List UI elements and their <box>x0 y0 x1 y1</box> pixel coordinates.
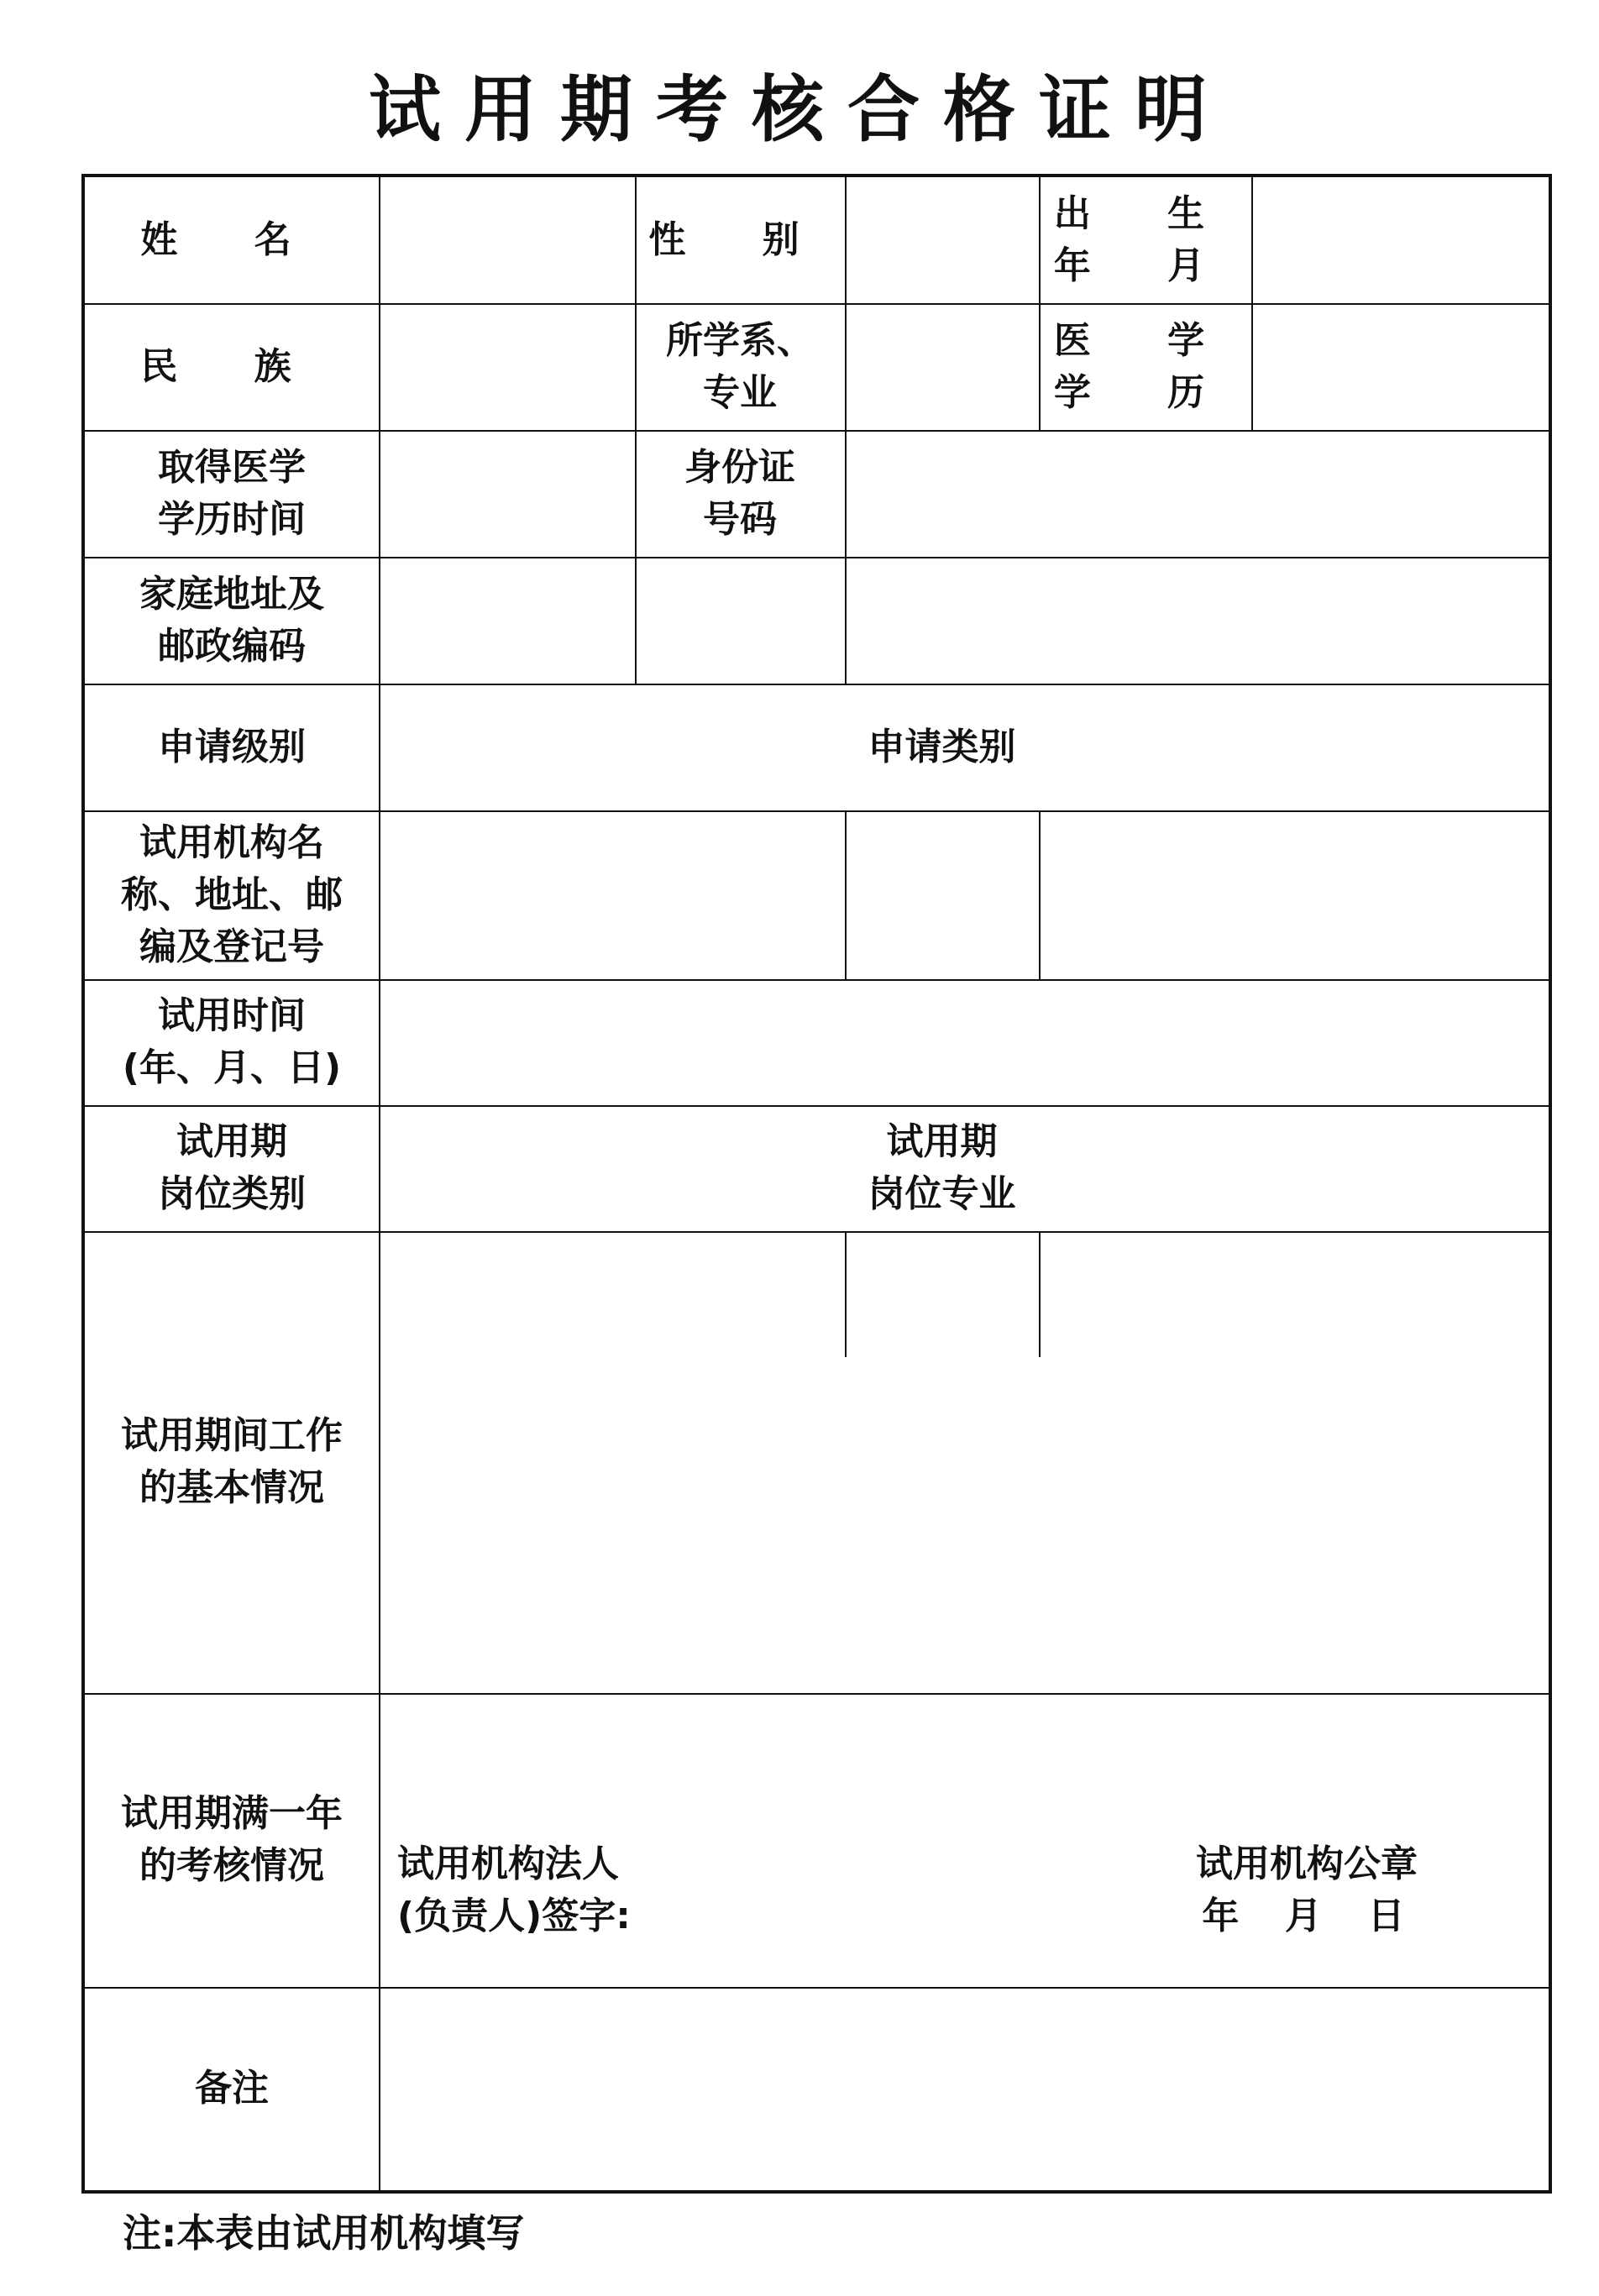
apply-category-label: 申请类别 <box>868 725 1016 768</box>
birth-label-cell <box>1039 177 1251 303</box>
gender-label: 性 别 <box>648 218 831 261</box>
apply-category-label-cell <box>845 684 1039 810</box>
id-number-label-cell <box>635 430 845 557</box>
ethnicity-label: 民 族 <box>140 344 323 388</box>
assessment-label: 试用期满一年 的考核情况 <box>121 1792 343 1887</box>
apply-level-label: 申请级别 <box>158 725 306 768</box>
certificate-form-table <box>81 174 1552 2194</box>
post-category-label-cell <box>85 1105 379 1231</box>
name-label-cell <box>85 177 379 303</box>
column-divider <box>379 177 380 2190</box>
name-label: 姓 名 <box>140 218 323 261</box>
column-divider <box>845 177 847 684</box>
medical-education-label: 医 学 学 历 <box>1053 318 1237 414</box>
column-divider <box>1251 177 1253 430</box>
column-divider <box>1039 810 1041 979</box>
remarks-label-cell <box>85 1987 379 2190</box>
ethnicity-label-cell <box>85 303 379 430</box>
institution-info-label-cell <box>85 810 379 979</box>
medical-education-label-cell <box>1039 303 1251 430</box>
trial-time-label: 试用时间 (年、月、日) <box>122 994 342 1089</box>
date-label: 年 月 日 <box>1202 1895 1412 1937</box>
work-situation-label-cell <box>85 1231 379 1693</box>
column-divider <box>845 1231 847 1357</box>
form-title: 试用期考核合格证明 <box>369 67 1230 152</box>
degree-time-label-cell <box>85 430 379 557</box>
home-address-label: 家庭地址及 邮政编码 <box>139 572 324 668</box>
department-major-label: 所学系、 专业 <box>666 318 814 414</box>
column-divider <box>845 810 847 979</box>
id-number-label: 身份证 号码 <box>684 445 795 541</box>
gender-label-cell <box>635 177 845 303</box>
degree-time-label: 取得医学 学历时间 <box>158 445 306 541</box>
birth-date-label: 出 生 年 月 <box>1053 192 1237 287</box>
trial-time-label-cell <box>85 979 379 1105</box>
post-category-label: 试用期 岗位类别 <box>158 1120 306 1215</box>
seal-label: 试用机构公章 <box>1196 1843 1418 1885</box>
home-address-label-cell <box>85 557 379 684</box>
department-major-label-cell <box>635 303 845 430</box>
work-situation-label: 试用期间工作 的基本情况 <box>121 1414 343 1509</box>
institution-info-label: 试用机构名 称、地址、邮 编及登记号 <box>121 820 343 968</box>
assessment-label-cell <box>85 1693 379 1987</box>
remarks-label: 备注 <box>195 2067 269 2110</box>
signature-label: 试用机构法人 (负责人)签字: <box>397 1843 631 1937</box>
post-major-label-cell <box>845 1105 1039 1231</box>
column-divider <box>1039 1231 1041 1357</box>
apply-level-label-cell <box>85 684 379 810</box>
footnote: 注:本表由试用机构填写 <box>123 2210 525 2256</box>
post-major-label: 试用期 岗位专业 <box>868 1120 1016 1215</box>
